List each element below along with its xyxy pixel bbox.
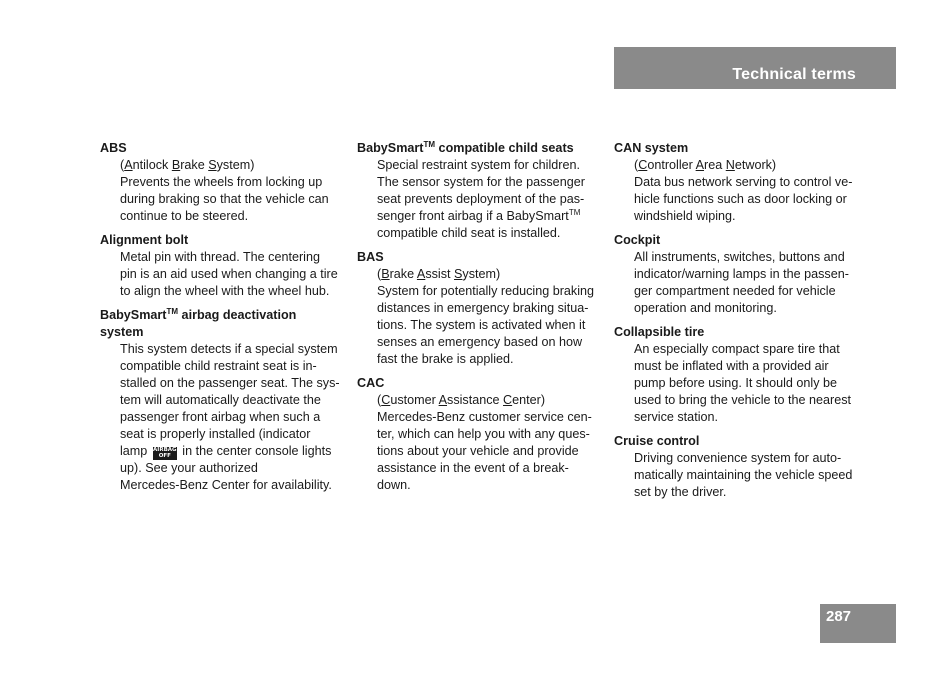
definition-line: fast the brake is applied.: [377, 352, 514, 366]
glossary-term: [614, 232, 864, 249]
abbr-rest: ntilock: [132, 158, 172, 172]
glossary-entry: [100, 307, 345, 494]
term-text: system: [100, 325, 144, 339]
definition-line: up). See your authorized: [120, 461, 258, 475]
glossary-entry: [614, 433, 864, 501]
definition-text: lamp: [120, 444, 148, 458]
airbag-off-indicator-icon: [153, 447, 177, 460]
abbr-rest: ystem): [462, 267, 501, 281]
abbr-initial: A: [695, 158, 705, 172]
glossary-term: [357, 249, 602, 266]
glossary-definition: [614, 249, 864, 317]
definition-line: [377, 208, 602, 225]
glossary-entry: [357, 140, 602, 242]
definition-line: Mercedes-Benz Center for availability.: [120, 478, 332, 492]
abbr-rest: enter): [512, 393, 546, 407]
glossary-entry: [100, 232, 345, 300]
definition-line: ger compartment needed for vehicle: [634, 284, 836, 298]
definition-line: ter, which can help you with any ques-: [377, 427, 590, 441]
definition-line: Data bus network serving to control ve-: [634, 175, 853, 189]
definition-line: An especially compact spare tire that: [634, 342, 840, 356]
definition-line: pin is an aid used when changing a tire: [120, 267, 338, 281]
definition-line: operation and monitoring.: [634, 301, 777, 315]
definition-line: compatible child seat is installed.: [377, 226, 561, 240]
term-text: Alignment bolt: [100, 233, 189, 247]
term-text: CAN system: [614, 141, 689, 155]
glossary-entry: [357, 249, 602, 368]
definition-line: [120, 443, 345, 460]
definition-text: senger front airbag if a BabySmart: [377, 209, 569, 223]
glossary-term: [100, 232, 345, 249]
definition-line: pump before using. It should only be: [634, 376, 838, 390]
abbr-rest: ustomer: [390, 393, 439, 407]
abbr-initial: B: [381, 267, 390, 281]
glossary-column-1: [100, 140, 345, 501]
definition-line: set by the driver.: [634, 485, 727, 499]
abbreviation-expansion: (Customer Assistance Center): [377, 393, 546, 407]
term-text: Collapsible tire: [614, 325, 705, 339]
term-text: Cruise control: [614, 434, 700, 448]
glossary-term: [614, 433, 864, 450]
definition-line: tem will automatically deactivate the: [120, 393, 321, 407]
lamp-text-top: AIRBAG: [153, 447, 177, 453]
abbr-initial: C: [381, 393, 391, 407]
glossary-definition: [100, 341, 345, 494]
definition-line: windshield wiping.: [634, 209, 736, 223]
abbr-initial: A: [438, 393, 448, 407]
glossary-entry: [100, 140, 345, 225]
definition-line: Special restraint system for children.: [377, 158, 580, 172]
glossary-entry: [614, 232, 864, 317]
glossary-definition: [100, 249, 345, 300]
section-header-tab: [614, 47, 896, 89]
term-text: BabySmart: [100, 308, 167, 322]
definition-line: assistance in the event of a break-: [377, 461, 569, 475]
glossary-term: [100, 140, 345, 157]
definition-line: stalled on the passenger seat. The sys-: [120, 376, 340, 390]
definition-line: indicator/warning lamps in the passen-: [634, 267, 849, 281]
definition-line: compatible child restraint seat is in-: [120, 359, 317, 373]
glossary-term: [100, 307, 345, 341]
glossary-definition: [614, 341, 864, 426]
trademark-mark: TM: [568, 207, 581, 217]
glossary-column-3: [614, 140, 864, 508]
abbr-initial: B: [171, 158, 181, 172]
definition-line: Metal pin with thread. The centering: [120, 250, 320, 264]
abbreviation-expansion: (Controller Area Network): [634, 158, 777, 172]
page-number: 287: [826, 608, 852, 625]
abbr-initial: C: [638, 158, 648, 172]
abbr-rest: ystem): [216, 158, 255, 172]
definition-line: used to bring the vehicle to the nearest: [634, 393, 852, 407]
abbr-initial: S: [454, 267, 463, 281]
glossary-entry: [614, 140, 864, 225]
glossary-entry: [357, 375, 602, 494]
abbr-initial: N: [725, 158, 735, 172]
definition-line: during braking so that the vehicle can: [120, 192, 329, 206]
term-text: BAS: [357, 250, 384, 264]
trademark-mark: TM: [166, 306, 179, 316]
definition-line: down.: [377, 478, 411, 492]
term-text: ABS: [100, 141, 127, 155]
term-text: airbag deactivation: [178, 308, 297, 322]
abbr-rest: rake: [180, 158, 209, 172]
glossary-definition: [614, 450, 864, 501]
definition-line: must be inflated with a provided air: [634, 359, 829, 373]
definition-line: service station.: [634, 410, 718, 424]
glossary-term: [357, 140, 602, 157]
abbreviation-expansion: (Antilock Brake System): [120, 158, 255, 172]
abbreviation-expansion: (Brake Assist System): [377, 267, 501, 281]
definition-line: The sensor system for the passenger: [377, 175, 585, 189]
abbr-rest: etwork): [734, 158, 777, 172]
glossary-definition: [357, 157, 602, 242]
definition-text: in the center console lights: [182, 444, 332, 458]
glossary-definition: [614, 157, 864, 225]
glossary-definition: [357, 392, 602, 494]
abbr-rest: ontroller: [647, 158, 696, 172]
section-title: Technical terms: [732, 66, 856, 83]
abbr-rest: ssistance: [447, 393, 504, 407]
glossary-column-2: [357, 140, 602, 501]
trademark-mark: TM: [423, 139, 436, 149]
definition-line: seat prevents deployment of the pas-: [377, 192, 585, 206]
glossary-term: [614, 140, 864, 157]
definition-line: hicle functions such as door locking or: [634, 192, 847, 206]
definition-line: All instruments, switches, buttons and: [634, 250, 845, 264]
definition-line: Prevents the wheels from locking up: [120, 175, 323, 189]
abbr-rest: ssist: [425, 267, 455, 281]
definition-line: tions. The system is activated when it: [377, 318, 586, 332]
definition-line: seat is properly installed (indicator: [120, 427, 311, 441]
abbr-initial: A: [416, 267, 426, 281]
definition-line: passenger front airbag when such a: [120, 410, 321, 424]
abbr-rest: rea: [704, 158, 726, 172]
abbr-initial: C: [503, 393, 513, 407]
glossary-entry: [614, 324, 864, 426]
abbr-initial: S: [208, 158, 217, 172]
glossary-term: [357, 375, 602, 392]
definition-line: System for potentially reducing braking: [377, 284, 595, 298]
definition-line: continue to be steered.: [120, 209, 249, 223]
abbr-initial: A: [124, 158, 133, 172]
definition-line: matically maintaining the vehicle speed: [634, 468, 853, 482]
lamp-text-bottom: OFF: [158, 453, 171, 459]
abbr-rest: rake: [389, 267, 417, 281]
definition-line: distances in emergency braking situa-: [377, 301, 589, 315]
definition-line: Driving convenience system for auto-: [634, 451, 842, 465]
glossary-definition: [357, 266, 602, 368]
term-text: CAC: [357, 376, 385, 390]
term-text: BabySmart: [357, 141, 424, 155]
definition-line: tions about your vehicle and provide: [377, 444, 579, 458]
glossary-term: [614, 324, 864, 341]
page-number-tab: [820, 604, 896, 643]
definition-line: This system detects if a special system: [120, 342, 338, 356]
glossary-definition: [100, 157, 345, 225]
definition-line: senses an emergency based on how: [377, 335, 583, 349]
term-text: compatible child seats: [435, 141, 574, 155]
term-text: Cockpit: [614, 233, 661, 247]
definition-line: Mercedes-Benz customer service cen-: [377, 410, 592, 424]
definition-line: to align the wheel with the wheel hub.: [120, 284, 330, 298]
